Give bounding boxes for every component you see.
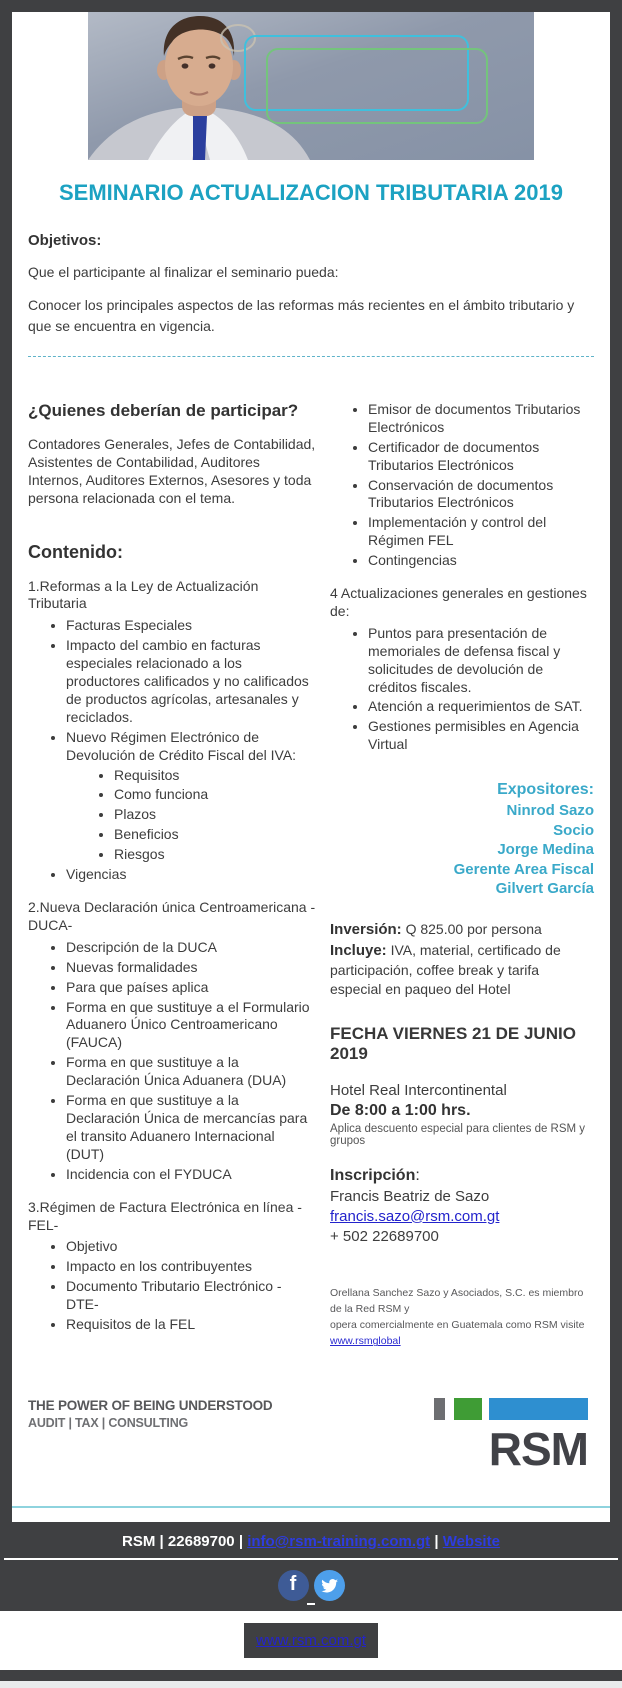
list-item: • Conservación de documentos Tributarios Electrónicos [368, 477, 594, 513]
content-item-1-list [28, 617, 316, 884]
list-item: • Vigencias [66, 866, 316, 884]
list-item: • Certificador de documentos Tributarios Electrónicos [368, 439, 594, 475]
brand-taglines [28, 1398, 272, 1430]
event-venue: Hotel Real Intercontinental [330, 1081, 507, 1099]
list-item: • Como funciona [114, 786, 316, 804]
expositor-line: Gilvert García [495, 880, 594, 897]
list-item: • Beneficios [114, 826, 316, 844]
contact-name: Francis Beatriz de Sazo [330, 1187, 490, 1205]
footer-contact-line [0, 1533, 622, 1550]
underscore-mark [307, 1603, 315, 1605]
rsm-logo [434, 1398, 588, 1475]
expositor-line: Ninrod Sazo [506, 802, 594, 819]
content-item-4-list [330, 625, 594, 754]
expositor-line: Gerente Area Fiscal [453, 860, 594, 878]
two-column-area [28, 401, 594, 1350]
incluye-label: Incluye: [330, 941, 387, 959]
email-body [12, 12, 610, 1522]
list-item: • Plazos [114, 806, 316, 824]
fel-detail-list [330, 401, 594, 570]
list-item [66, 729, 316, 864]
header-image [88, 12, 534, 160]
rsm-wordmark: RSM [488, 1422, 588, 1475]
left-column [28, 401, 316, 1350]
list-item: • Emisor de documentos Tributarios Electrónicos [368, 401, 594, 437]
contact-email-link[interactable]: francis.sazo@rsm.com.gt [330, 1207, 500, 1225]
inscription-heading [330, 1167, 594, 1185]
list-item: • Nuevas formalidades [66, 959, 316, 977]
content-item-1-sublist [66, 767, 316, 865]
contact-phone: + 502 22689700 [330, 1227, 439, 1245]
list-item: • Contingencias [368, 552, 594, 570]
content-item-4-title: 4 Actualizaciones generales en gestiones de: [330, 585, 587, 619]
list-item: • Forma en que sustituye a el Formulario Aduanero Único Centroamericano (FAUCA) [66, 999, 316, 1053]
contact-email-line [330, 1208, 594, 1225]
expositores-heading: Expositores: [497, 781, 594, 799]
participar-heading: ¿Quienes deberían de participar? [28, 400, 299, 420]
inscription-label: Inscripción [330, 1166, 416, 1184]
rsm-logo-rects [434, 1398, 588, 1420]
inversion-block [330, 919, 594, 1000]
teal-rule [12, 1506, 610, 1508]
list-item: • Atención a requerimientos de SAT. [368, 698, 594, 716]
website-button[interactable] [244, 1623, 378, 1658]
facebook-icon[interactable] [278, 1570, 309, 1601]
content-item-1-title: 1.Reformas a la Ley de Actualización Tributaria [28, 577, 259, 612]
list-item: • Documento Tributario Electrónico - DTE- [66, 1278, 316, 1314]
dashed-divider [28, 356, 594, 357]
facebook-glyph: f [289, 1573, 297, 1596]
event-hours: De 8:00 a 1:00 hrs. [330, 1101, 471, 1119]
list-item: • Gestiones permisibles en Agencia Virtual [368, 718, 594, 754]
participar-text: Contadores Generales, Jefes de Contabilidad, Asistentes de Contabilidad, Auditores Internos, Auditores Externos, Asesores y toda persona relacionada con el tema. [28, 435, 316, 506]
expositores-block [330, 780, 594, 898]
objetivos-paragraph-1: Que el participante al finalizar el seminario pueda: [28, 264, 339, 280]
content-item-2-title: 2.Nueva Declaración única Centroamericana - DUCA- [28, 899, 316, 933]
twitter-bird-glyph [321, 1577, 338, 1594]
list-item: • Incidencia con el FYDUCA [66, 1166, 316, 1184]
list-item: • Requisitos de la FEL [66, 1316, 316, 1334]
inversion-value: Q 825.00 por persona [401, 920, 542, 937]
list-item: • Puntos para presentación de memoriales de defensa fiscal y solicitudes de devolución de créditos fiscales. [368, 625, 594, 697]
objetivos-paragraph-2: Conocer los principales aspectos de las reformas más recientes en el ámbito tributario y que se encuentra en vigencia. [28, 297, 575, 334]
footer-separator: | [430, 1532, 443, 1550]
inversion-label: Inversión: [330, 920, 402, 938]
expositor-line: Socio [553, 821, 594, 839]
expositor-line: Jorge Medina [497, 841, 594, 858]
content-item-3-list [28, 1238, 316, 1334]
objetivos-heading: Objetivos: [28, 232, 102, 249]
content-item-2-list [28, 939, 316, 1184]
footer-email-link[interactable]: info@rsm-training.com.gt [247, 1532, 431, 1550]
list-item: • Objetivo [66, 1238, 316, 1256]
incluye-value: IVA, material, certificado de participación, coffee break y tarifa especial en paqueo del Hotel [330, 941, 561, 998]
list-item: • Forma en que sustituye a la Declaración Única Aduanera (DUA) [66, 1054, 316, 1090]
discount-note: Aplica descuento especial para clientes de RSM y grupos [330, 1122, 586, 1147]
social-row [0, 1560, 622, 1603]
right-column [316, 401, 594, 1350]
page-title: SEMINARIO ACTUALIZACION TRIBUTARIA 2019 [59, 180, 563, 205]
brand-band [28, 1397, 594, 1475]
contenido-heading: Contenido: [28, 541, 123, 562]
legal-line-1: Orellana Sanchez Sazo y Asociados, S.C. es miembro de la Red RSM y [330, 1286, 584, 1315]
list-item: • Impacto en los contribuyentes [66, 1258, 316, 1276]
site-link[interactable]: www.rsm.com.gt [255, 1631, 366, 1649]
tagline-services: AUDIT | TAX | CONSULTING [28, 1415, 189, 1430]
tagline-power: THE POWER OF BEING UNDERSTOOD [28, 1397, 273, 1413]
underscore-artifact [0, 1603, 622, 1611]
list-item: • Implementación y control del Régimen FEL [368, 514, 594, 550]
twitter-icon[interactable] [314, 1570, 345, 1601]
list-item: • Facturas Especiales [66, 617, 316, 635]
rsm-logo-green-rect [454, 1398, 482, 1420]
incluye-line [330, 940, 594, 1000]
content-item-3-title: 3.Régimen de Factura Electrónica en línea -FEL- [28, 1198, 302, 1233]
rsmglobal-link[interactable]: www.rsmglobal [330, 1335, 401, 1348]
rsm-logo-blue-rect [489, 1398, 588, 1420]
list-item: • Forma en que sustituye a la Declaración Única de mercancías para el transito Aduanero Internacional (DUT) [66, 1092, 316, 1164]
header-photo-illustration [88, 12, 534, 160]
list-item: • Riesgos [114, 846, 316, 864]
list-item: • Requisitos [114, 767, 316, 785]
legal-note [330, 1285, 594, 1350]
list-item-text: Nuevo Régimen Electrónico de Devolución de Crédito Fiscal del IVA: [66, 728, 297, 763]
list-item: • Para que países aplica [66, 979, 316, 997]
legal-line-2: opera comercialmente en Guatemala como RSM visite [330, 1319, 585, 1332]
inversion-line [330, 919, 594, 940]
rsm-logo-gray-rect [434, 1398, 445, 1420]
event-date: FECHA VIERNES 21 DE JUNIO 2019 [330, 1023, 576, 1063]
list-item: • Impacto del cambio en facturas especiales relacionado a los productores calificados y no calificados de productos agrícolas, artesanales y reciclados. [66, 637, 316, 727]
list-item: • Descripción de la DUCA [66, 939, 316, 957]
footer-dark-bar [0, 1522, 622, 1670]
footer-contact-prefix: RSM | 22689700 | [122, 1532, 248, 1550]
inscription-colon: : [415, 1166, 420, 1184]
bottom-white-strip [0, 1611, 622, 1670]
footer-website-link[interactable]: Website [442, 1532, 500, 1550]
